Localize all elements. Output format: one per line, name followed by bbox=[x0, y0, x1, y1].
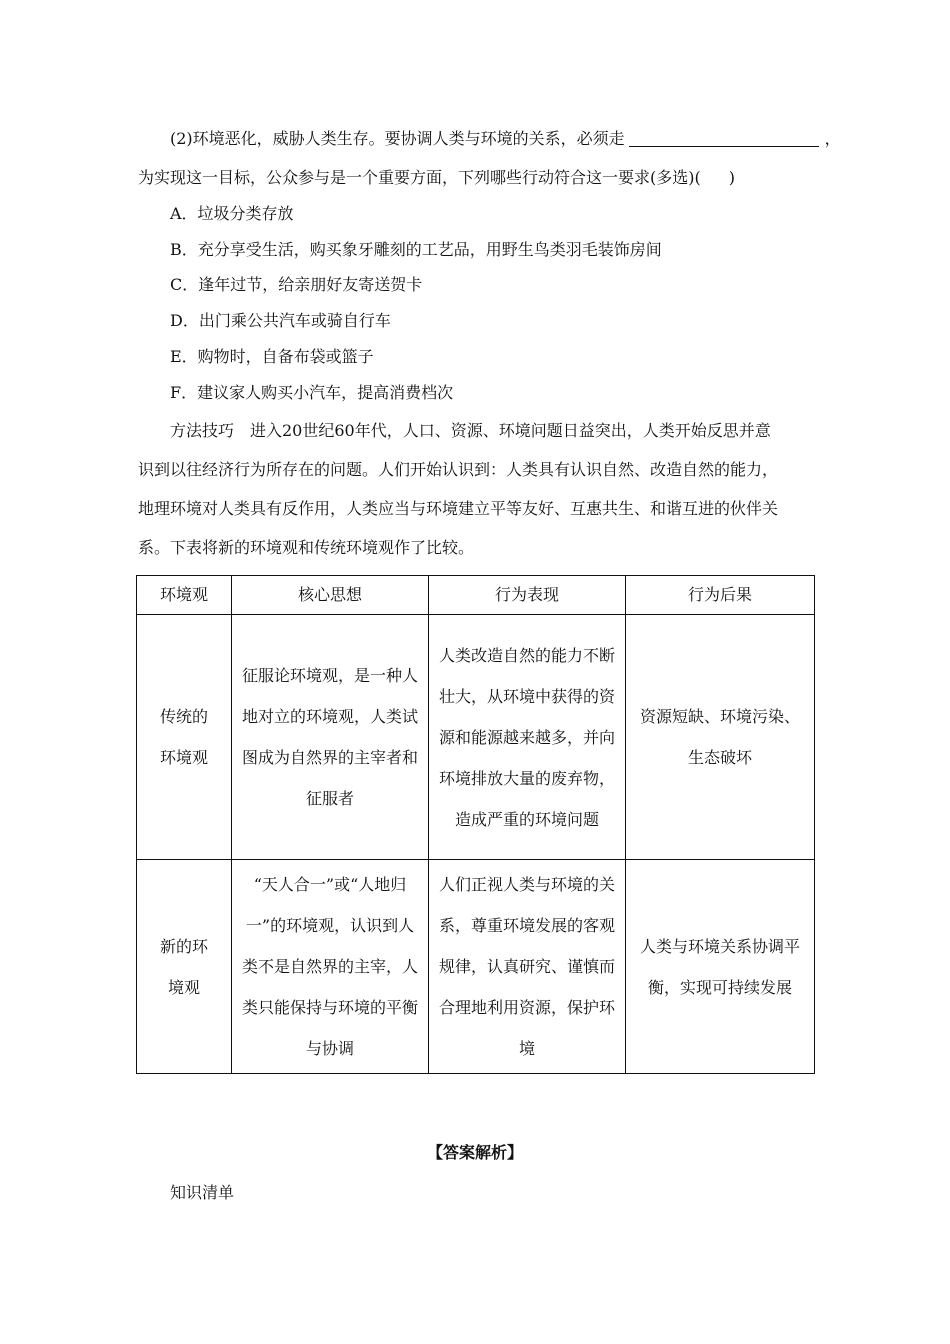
table-row bbox=[137, 860, 815, 1074]
method-line-4: 系。下表将新的环境观和传统环境观作了比较。 bbox=[138, 538, 475, 557]
question-text-1a: (2)环境恶化，威胁人类生存。要协调人类与环境的关系，必须走 bbox=[170, 129, 625, 148]
question-line-2 bbox=[138, 167, 735, 189]
table-cell: 人类改造自然的能力不断壮大，从环境中获得的资源和能源越来越多，并向环境排放大量的废弃物，造成严重的环境问题 bbox=[429, 615, 626, 860]
option-b: B．充分享受生活，购买象牙雕刻的工艺品，用野生鸟类羽毛装饰房间 bbox=[170, 240, 662, 259]
question-line-1 bbox=[170, 128, 841, 150]
question-text-1b: ， bbox=[824, 129, 841, 148]
table-cell: 资源短缺、环境污染、生态破坏 bbox=[626, 615, 815, 860]
table-cell: 传统的环境观 bbox=[137, 615, 232, 860]
knowledge-list-heading: 知识清单 bbox=[170, 1183, 235, 1202]
option-c: C．逢年过节，给亲朋好友寄送贺卡 bbox=[170, 275, 423, 294]
method-line-1: 方法技巧 进入20世纪60年代，人口、资源、环境问题日益突出，人类开始反思并意 bbox=[170, 421, 771, 440]
table-header-row bbox=[137, 576, 815, 615]
table-row bbox=[137, 615, 815, 860]
table-cell: 人们正视人类与环境的关系，尊重环境发展的客观规律，认真研究、谨慎而合理地利用资源，保护环境 bbox=[429, 860, 626, 1074]
header-cell: 行为表现 bbox=[429, 576, 626, 615]
method-line-3: 地理环境对人类具有反作用，人类应当与环境建立平等友好、互惠共生、和谐互进的伙伴关 bbox=[138, 499, 779, 518]
option-d: D．出门乘公共汽车或骑自行车 bbox=[170, 311, 391, 330]
comparison-table bbox=[136, 575, 815, 1074]
header-cell: 核心思想 bbox=[232, 576, 429, 615]
header-cell: 行为后果 bbox=[626, 576, 815, 615]
header-cell: 环境观 bbox=[137, 576, 232, 615]
table-cell: 人类与环境关系协调平衡，实现可持续发展 bbox=[626, 860, 815, 1074]
option-a: A．垃圾分类存放 bbox=[170, 204, 294, 223]
option-e: E．购物时，自备布袋或篮子 bbox=[170, 347, 374, 366]
table-cell: 新的环境观 bbox=[137, 860, 232, 1074]
question-text-2b: ) bbox=[728, 168, 735, 187]
table-cell: 征服论环境观，是一种人地对立的环境观，人类试图成为自然界的主宰者和征服者 bbox=[232, 615, 429, 860]
option-f: F．建议家人购买小汽车，提高消费档次 bbox=[170, 383, 454, 402]
answer-blank[interactable] bbox=[629, 130, 819, 147]
method-line-2: 识到以往经济行为所存在的问题。人们开始认识到：人类具有认识自然、改造自然的能力， bbox=[138, 460, 779, 479]
table-cell: “天人合一”或“人地归一”的环境观，认识到人类不是自然界的主宰，人类只能保持与环境的平衡与协调 bbox=[232, 860, 429, 1074]
question-text-2a: 为实现这一目标，公众参与是一个重要方面，下列哪些行动符合这一要求(多选)( bbox=[138, 168, 701, 187]
answer-section-title: 【答案解析】 bbox=[426, 1143, 523, 1162]
